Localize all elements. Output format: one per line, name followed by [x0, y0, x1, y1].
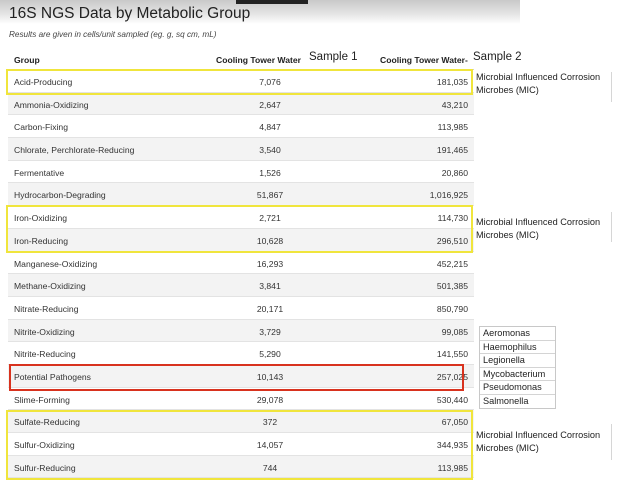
data-table: [8, 70, 474, 478]
table-row: [8, 410, 474, 433]
page-title: 16S NGS Data by Metabolic Group: [9, 5, 251, 22]
row-group: Potential Pathogens: [14, 371, 91, 382]
column-header-group: Group: [14, 55, 40, 65]
row-group: Iron-Oxidizing: [14, 213, 68, 224]
row-group: Nitrite-Oxidizing: [14, 326, 75, 337]
row-sample1: 10,628: [256, 235, 284, 246]
row-group: Sulfur-Oxidizing: [14, 440, 75, 450]
row-group: Methane-Oxidizing: [14, 281, 86, 292]
row-sample1: 3,729: [259, 326, 281, 337]
table-row: [8, 388, 474, 411]
sample2-label: Sample 2: [473, 51, 522, 63]
table-row: [8, 320, 474, 343]
row-sample1: 29,078: [256, 394, 284, 405]
mic-annotation-2: [476, 216, 600, 241]
table-row: [8, 433, 474, 456]
table-row: [8, 365, 474, 388]
table-row: [8, 93, 474, 116]
row-sample1: 372: [262, 417, 278, 428]
mic-annotation-2-line1: Microbial Influenced Corrosion: [476, 217, 601, 227]
annotation-divider: [611, 424, 612, 460]
mic-annotation-3-line1: Microbial Influenced Corrosion: [476, 430, 601, 440]
row-sample1: 20,171: [256, 303, 284, 314]
table-row: [8, 274, 474, 297]
row-group: Sulfur-Reducing: [14, 462, 76, 473]
mic-annotation-1-line1: Microbial Influenced Corrosion: [476, 72, 601, 82]
pathogen-item: Aeromonas: [480, 327, 555, 341]
row-group: Slime-Forming: [14, 394, 70, 405]
row-sample2: 344,935: [436, 440, 468, 450]
table-row: [8, 229, 474, 252]
row-group: Manganese-Oxidizing: [14, 258, 98, 269]
page-subtitle: Results are given in cells/unit sampled (eg. g, sq cm, mL): [9, 30, 217, 39]
pathogen-item: Salmonella: [483, 395, 529, 406]
row-sample1: 14,057: [256, 440, 284, 450]
column-header-sample1: Cooling Tower Water: [216, 55, 301, 65]
table-row: [8, 297, 474, 320]
row-sample1: 5,290: [259, 349, 281, 360]
row-group: Nitrate-Reducing: [14, 303, 79, 314]
sample1-label: Sample 1: [309, 51, 358, 63]
pathogen-item: Legionella: [480, 354, 555, 368]
mic-annotation-1-line2: Microbes (MIC): [476, 84, 539, 95]
row-sample1: 7,076: [259, 77, 281, 87]
row-sample2: 452,215: [436, 258, 468, 269]
row-sample2: 113,985: [437, 462, 468, 473]
pathogen-list: [479, 326, 556, 409]
row-sample1: 3,540: [259, 145, 281, 156]
row-sample1: 2,721: [259, 213, 281, 224]
row-sample2: 257,025: [436, 371, 468, 382]
mic-annotation-2-line2: Microbes (MIC): [476, 229, 539, 240]
table-row: [8, 456, 474, 479]
row-sample1: 744: [262, 462, 278, 473]
table-row: [8, 206, 474, 229]
mic-annotation-3: [476, 429, 600, 454]
row-sample2: 20,860: [441, 167, 468, 178]
pathogen-item: Pseudomonas: [480, 381, 555, 395]
row-group: Nitrite-Reducing: [14, 349, 76, 360]
row-group: Carbon-Fixing: [14, 122, 68, 133]
mic-annotation-3-line2: Microbes (MIC): [476, 442, 539, 453]
row-sample2: 296,510: [436, 235, 468, 246]
row-sample2: 113,985: [437, 122, 468, 133]
pathogen-item: Haemophilus: [480, 341, 555, 355]
row-sample2: 850,790: [436, 303, 468, 314]
table-header: [8, 46, 474, 70]
row-sample2: 67,050: [441, 417, 468, 428]
row-group: Ammonia-Oxidizing: [14, 99, 89, 110]
table-row: [8, 183, 474, 206]
row-sample2: 99,085: [441, 326, 468, 337]
row-sample1: 1,526: [259, 167, 281, 178]
row-sample1: 4,847: [259, 122, 281, 133]
table-row: [8, 252, 474, 275]
row-group: Hydrocarbon-Degrading: [14, 190, 106, 201]
table-row: [8, 161, 474, 184]
table-row: [8, 342, 474, 365]
row-group: Chlorate, Perchlorate-Reducing: [14, 145, 135, 156]
pathogen-item: Mycobacterium: [480, 368, 555, 382]
row-group: Fermentative: [14, 167, 65, 178]
row-sample1: 2,647: [259, 99, 281, 110]
annotation-divider: [611, 212, 612, 242]
row-group: Acid-Producing: [14, 77, 73, 87]
row-sample1: 51,867: [256, 190, 284, 201]
mic-annotation-1: [476, 71, 600, 96]
row-sample2: 191,465: [436, 145, 468, 156]
row-group: Iron-Reducing: [14, 235, 68, 246]
row-group: Sulfate-Reducing: [14, 417, 80, 428]
top-dark-bar: [236, 0, 308, 4]
column-header-sample2: Cooling Tower Water-: [380, 55, 468, 65]
row-sample2: 114,730: [437, 213, 468, 224]
table-row: [8, 138, 474, 161]
row-sample2: 43,210: [441, 99, 468, 110]
annotation-divider: [611, 72, 612, 102]
table-row: [8, 115, 474, 138]
row-sample1: 3,841: [259, 281, 281, 292]
row-sample2: 141,550: [436, 349, 468, 360]
row-sample2: 530,440: [436, 394, 468, 405]
row-sample2: 181,035: [436, 77, 468, 87]
row-sample1: 10,143: [256, 371, 284, 382]
row-sample2: 1,016,925: [429, 190, 468, 201]
table-row: [8, 70, 474, 93]
row-sample1: 16,293: [256, 258, 284, 269]
row-sample2: 501,385: [436, 281, 468, 292]
